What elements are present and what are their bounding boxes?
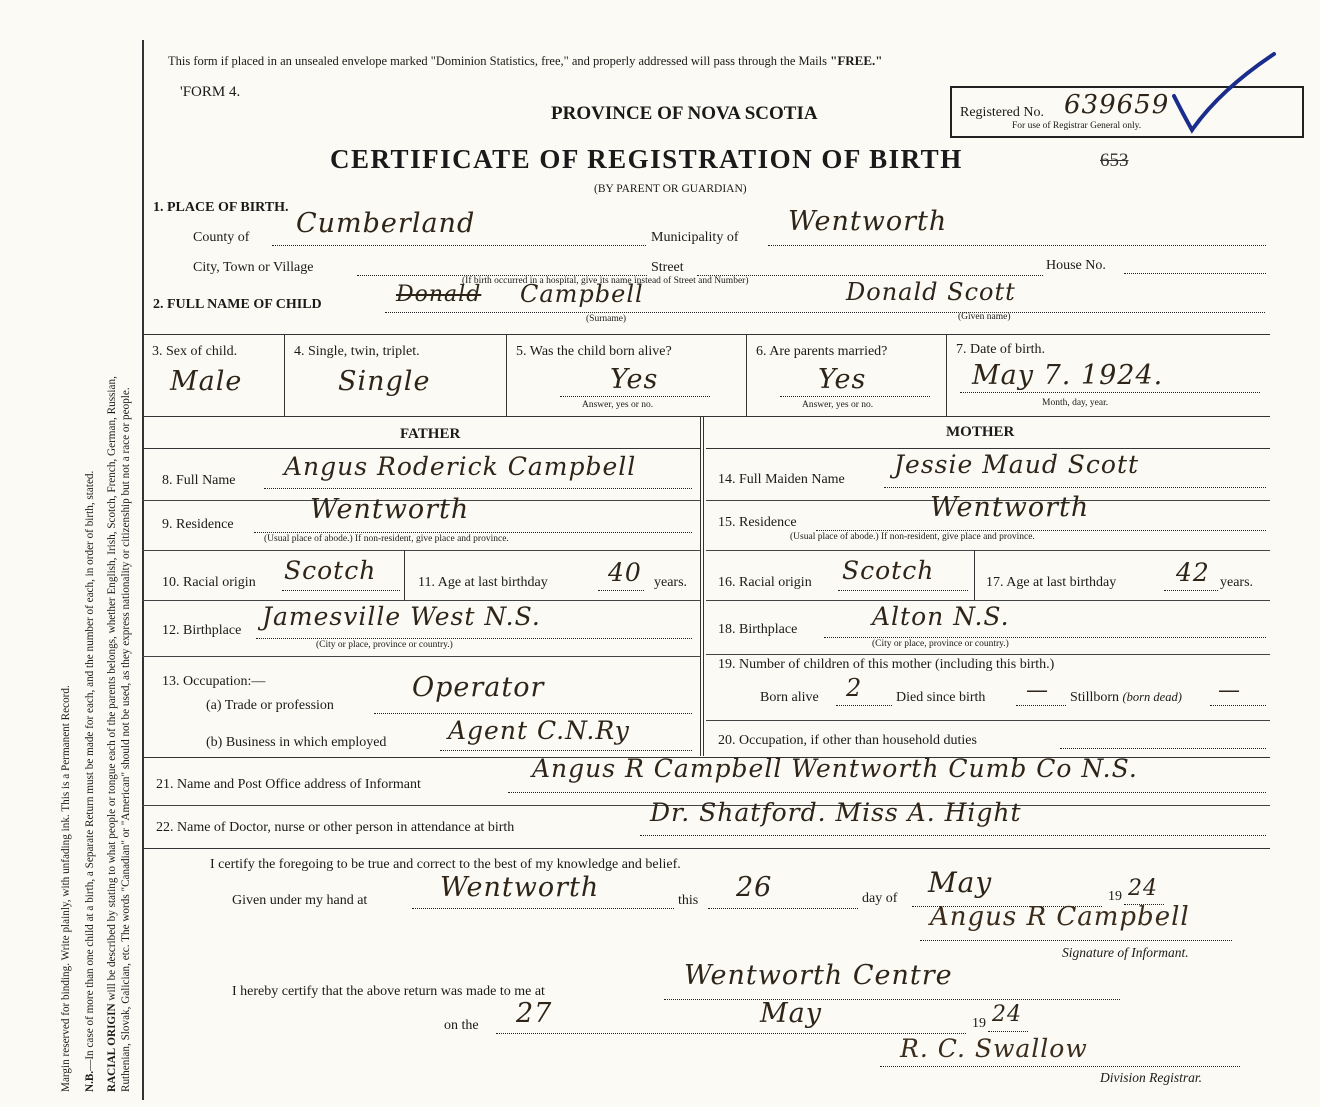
given-place-line (412, 908, 674, 909)
month-value: May (928, 866, 993, 899)
house-no-label: House No. (1046, 258, 1106, 273)
child-given-name: Donald Scott (846, 278, 1016, 306)
married-caption: Answer, yes or no. (802, 400, 874, 410)
mother-residence-label: 15. Residence (718, 515, 797, 530)
registrar-caption: Division Registrar. (1100, 1070, 1203, 1085)
married-line (780, 396, 930, 397)
struck-number: 653 (1100, 150, 1129, 171)
mother-racial-line (838, 590, 968, 591)
municipality-label: Municipality of (651, 230, 739, 245)
mail-notice: This form if placed in an unsealed envelope marked "Dominion Statistics, free," and properly addressed will pass through the Mails "FREE." (168, 53, 883, 68)
form-number: 'FORM 4. (180, 84, 241, 100)
stillborn-line (1210, 705, 1266, 706)
mother-row2-line (706, 550, 1270, 551)
born-alive-label: 5. Was the child born alive? (516, 344, 672, 359)
mother-row3-line (706, 600, 1270, 601)
mother-birthplace-line (824, 637, 1266, 638)
registrar-year-value: 24 (992, 1002, 1022, 1027)
informant-line (508, 792, 1266, 793)
registration-note: For use of Registrar General only. (1012, 121, 1142, 131)
city-label: City, Town or Village (193, 260, 314, 275)
father-trade-line (374, 713, 692, 714)
registrar-year-line (988, 1031, 1028, 1032)
informant-signature: Angus R Campbell (930, 902, 1190, 932)
binding-margin-line (142, 40, 144, 1100)
registrar-place-line (664, 999, 1120, 1000)
check-mark-icon (1170, 50, 1280, 140)
mother-heading: MOTHER (946, 424, 1015, 440)
grid-divider-4 (946, 334, 947, 416)
died-value: — (1026, 678, 1049, 703)
mother-birthplace-label: 18. Birthplace (718, 622, 798, 637)
father-business-value: Agent C.N.Ry (448, 716, 630, 745)
father-name-label: 8. Full Name (162, 473, 236, 488)
mother-row4-line (706, 654, 1270, 655)
father-name-line (264, 488, 692, 489)
father-row2-line (142, 550, 700, 551)
father-row3-line (142, 600, 700, 601)
sex-value: Male (170, 366, 243, 397)
mother-age-unit: years. (1220, 575, 1254, 590)
registrar-signature-line (880, 1066, 1240, 1067)
plurality-value: Single (338, 366, 431, 397)
this-label: this (678, 893, 699, 908)
father-occupation-label: 13. Occupation:— (162, 674, 266, 689)
father-birthplace-value: Jamesville West N.S. (262, 602, 541, 631)
day-line (708, 908, 858, 909)
born-alive-count-value: 2 (846, 674, 863, 702)
province-heading: PROVINCE OF NOVA SCOTIA (551, 103, 818, 124)
born-alive-value: Yes (610, 364, 659, 395)
born-alive-line (560, 396, 710, 397)
plurality-label: 4. Single, twin, triplet. (294, 344, 420, 359)
on-the-label: on the (444, 1018, 479, 1033)
father-birthplace-line (256, 638, 692, 639)
mother-racial-label: 16. Racial origin (718, 575, 812, 590)
year-value: 24 (1128, 876, 1158, 901)
house-no-line (1124, 273, 1266, 274)
margin-note-racial-origin: RACIAL ORIGIN will be described by stating to what people or tongue each of the parents belongs, whether English, Irish, Scotch, French, German, Russian, (106, 376, 118, 1092)
stillborn-label: Stillborn (born dead) (1070, 690, 1182, 705)
father-age-value: 40 (608, 558, 642, 587)
hospital-note: (If birth occurred in a hospital, give its name instead of Street and Number) (462, 276, 749, 286)
day-value: 26 (736, 872, 773, 903)
father-residence-value: Wentworth (310, 494, 470, 525)
certification-top-line (142, 848, 1270, 849)
grid-divider-1 (284, 334, 285, 416)
father-row4-line (142, 656, 700, 657)
informant-label: 21. Name and Post Office address of Informant (156, 777, 421, 792)
municipality-value: Wentworth (788, 206, 948, 237)
father-birthplace-label: 12. Birthplace (162, 623, 242, 638)
died-label: Died since birth (896, 690, 986, 705)
margin-note-racial-origin-cont: Ruthenian, Slovak, Galician, etc. The words "Canadian" or "American" should not be used, as they express nationality or citizenship but not a race or people. (120, 387, 132, 1092)
mother-birthplace-caption: (City or place, province or country.) (872, 639, 1009, 649)
heading-underline-left (142, 448, 700, 449)
informant-value: Angus R Campbell Wentworth Cumb Co N.S. (532, 754, 1138, 783)
father-business-label: (b) Business in which employed (206, 735, 387, 750)
signature-caption: Signature of Informant. (1062, 945, 1189, 960)
certification-statement: I certify the foregoing to be true and correct to the best of my knowledge and belief. (210, 857, 681, 872)
mother-occupation-line (1060, 748, 1266, 749)
father-birthplace-caption: (City or place, province or country.) (316, 640, 453, 650)
married-label: 6. Are parents married? (756, 344, 888, 359)
signature-line (920, 940, 1232, 941)
father-racial-divider (404, 550, 405, 600)
mother-age-value: 42 (1176, 558, 1210, 587)
grid-top-line (142, 334, 1270, 335)
given-label: Given under my hand at (232, 893, 368, 908)
attendant-value: Dr. Shatford. Miss A. Hight (650, 798, 1022, 827)
grid-divider-2 (506, 334, 507, 416)
grid-bottom-line (142, 416, 1270, 417)
mother-birthplace-value: Alton N.S. (872, 602, 1010, 631)
mother-residence-value: Wentworth (930, 492, 1090, 523)
surname-caption: (Surname) (586, 314, 627, 324)
father-heading: FATHER (400, 426, 461, 442)
sex-label: 3. Sex of child. (152, 344, 238, 359)
mother-residence-line (816, 530, 1266, 531)
father-residence-caption: (Usual place of abode.) If non-resident, give place and province. (264, 534, 509, 544)
given-name-caption: (Given name) (958, 312, 1011, 322)
father-age-label: 11. Age at last birthday (418, 575, 548, 590)
margin-note-multiple-births: N.B.—In case of more than one child at a birth, a Separate Return must be made for each, and the number of each, in order of birth, stated. (84, 470, 96, 1092)
married-value: Yes (818, 364, 867, 395)
given-place-value: Wentworth (440, 872, 600, 903)
child-surname: Campbell (520, 280, 644, 308)
father-trade-value: Operator (412, 672, 545, 703)
father-racial-value: Scotch (284, 556, 377, 585)
mother-age-label: 17. Age at last birthday (986, 575, 1117, 590)
dob-value: May 7. 1924. (972, 360, 1164, 391)
mother-children-label: 19. Number of children of this mother (including this birth.) (718, 657, 1055, 672)
child-surname-struck: Donald (396, 282, 482, 307)
mother-name-label: 14. Full Maiden Name (718, 472, 845, 487)
registrar-statement: I hereby certify that the above return was made to me at (232, 984, 545, 999)
certificate-title: CERTIFICATE OF REGISTRATION OF BIRTH (330, 144, 963, 174)
stillborn-value: — (1218, 678, 1241, 703)
registrar-month-value: May (760, 998, 822, 1029)
registration-label: Registered No. (960, 105, 1044, 120)
county-label: County of (193, 230, 250, 245)
year-prefix: 19 (1108, 889, 1122, 904)
father-residence-label: 9. Residence (162, 517, 234, 532)
mother-name-line (884, 487, 1266, 488)
place-of-birth-label: 1. PLACE OF BIRTH. (153, 200, 289, 215)
registrar-signature: R. C. Swallow (900, 1034, 1088, 1063)
registrar-year-prefix: 19 (972, 1016, 986, 1031)
registration-number: 639659 (1064, 90, 1170, 120)
father-trade-label: (a) Trade or profession (206, 698, 334, 713)
heading-underline-right (706, 448, 1270, 449)
father-age-unit: years. (654, 575, 688, 590)
father-age-line (598, 590, 644, 591)
born-alive-count-line (836, 705, 892, 706)
father-business-line (440, 750, 692, 751)
county-value: Cumberland (296, 208, 476, 239)
margin-note-binding: Margin reserved for binding. Write plainly, with unfading ink. This is a Permanent Record. (60, 685, 72, 1092)
certificate-subtitle: (BY PARENT OR GUARDIAN) (594, 183, 747, 195)
born-alive-caption: Answer, yes or no. (582, 400, 654, 410)
born-alive-count-label: Born alive (760, 690, 819, 705)
mother-row5-line (706, 720, 1270, 721)
mother-residence-caption: (Usual place of abode.) If non-resident, give place and province. (790, 532, 1035, 542)
mother-racial-divider (974, 550, 975, 600)
street-label: Street (651, 260, 684, 275)
mother-name-value: Jessie Maud Scott (894, 450, 1140, 479)
attendant-label: 22. Name of Doctor, nurse or other person in attendance at birth (156, 820, 515, 835)
county-line (272, 245, 646, 246)
father-residence-line (254, 532, 692, 533)
dob-line (960, 392, 1260, 393)
dob-caption: Month, day, year. (1042, 398, 1109, 408)
mother-age-line (1164, 590, 1218, 591)
grid-divider-3 (746, 334, 747, 416)
dob-label: 7. Date of birth. (956, 342, 1046, 357)
municipality-line (768, 245, 1266, 246)
father-name-value: Angus Roderick Campbell (284, 452, 637, 481)
day-of-label: day of (862, 891, 898, 906)
mother-occupation-label: 20. Occupation, if other than household duties (718, 733, 977, 748)
parents-divider (700, 416, 704, 756)
registrar-day-value: 27 (516, 998, 553, 1029)
father-racial-label: 10. Racial origin (162, 575, 256, 590)
attendant-line (640, 835, 1266, 836)
registrar-place-value: Wentworth Centre (684, 960, 953, 991)
child-name-line (385, 312, 1265, 313)
died-line (1016, 705, 1066, 706)
father-racial-line (282, 590, 400, 591)
mother-racial-value: Scotch (842, 556, 935, 585)
child-name-label: 2. FULL NAME OF CHILD (153, 297, 322, 312)
registrar-day-line (496, 1033, 966, 1034)
